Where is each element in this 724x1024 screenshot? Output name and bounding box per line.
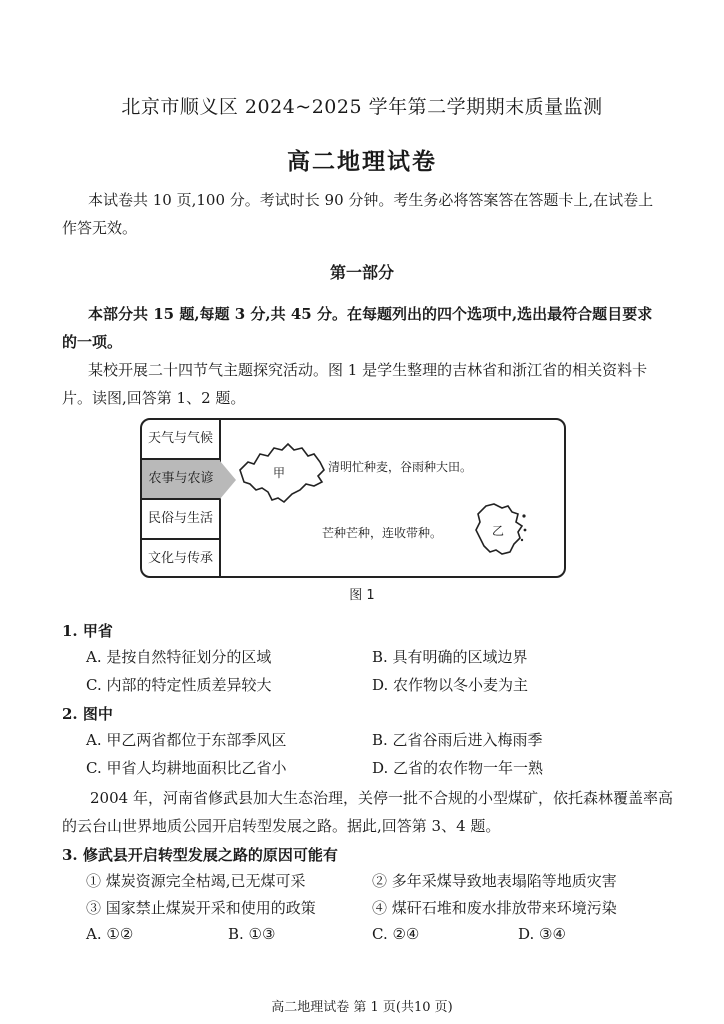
question-2-option-c: C. 甲省人均耕地面积比乙省小 [86, 759, 287, 777]
tab-customs-life: 民俗与生活 [142, 498, 219, 538]
subject-title: 高二地理试卷 [287, 148, 437, 175]
intro-line-2: 作答无效。 [62, 219, 138, 237]
part-one-instruction-2: 的一项。 [62, 333, 123, 351]
figure-1-tab-column [142, 420, 221, 576]
context-1-line-1: 某校开展二十四节气主题探究活动。图 1 是学生整理的吉林省和浙江省的相关资料卡 [88, 361, 648, 379]
proverb-a: 清明忙种麦，谷雨种大田。 [328, 460, 473, 474]
question-1-option-d: D. 农作物以冬小麦为主 [372, 676, 529, 694]
question-3-item-1: ① 煤炭资源完全枯竭,已无煤可采 [86, 872, 306, 890]
question-3-item-2: ② 多年采煤导致地表塌陷等地质灾害 [372, 872, 617, 890]
question-3-option-c: C. ②④ [372, 925, 420, 943]
province-b-label: 乙 [492, 524, 505, 538]
question-2-option-a: A. 甲乙两省都位于东部季风区 [86, 731, 287, 749]
tab-weather-climate: 天气与气候 [147, 431, 213, 446]
tab-culture-heritage: 文化与传承 [142, 538, 219, 578]
figure-1-caption: 图 1 [349, 588, 375, 603]
part-one-title: 第一部分 [329, 263, 394, 282]
context-1-line-2: 片。读图,回答第 1、2 题。 [62, 389, 246, 407]
question-3-option-a: A. ①② [86, 925, 134, 943]
question-3-item-3: ③ 国家禁止煤炭开采和使用的政策 [86, 899, 316, 917]
question-2-stem: 2. 图中 [62, 705, 113, 723]
question-3-item-4: ④ 煤矸石堆和废水排放带来环境污染 [372, 899, 617, 917]
question-3-option-b: B. ①③ [228, 925, 276, 943]
page-footer: 高二地理试卷 第 1 页(共10 页) [271, 1000, 453, 1015]
context-2-line-2: 的云台山世界地质公园开启转型发展之路。据此,回答第 3、4 题。 [62, 817, 501, 835]
exam-title: 北京市顺义区 2024~2025 学年第二学期期末质量监测 [121, 96, 603, 118]
question-1-stem: 1. 甲省 [62, 622, 113, 640]
proverb-b: 芒种芒种，连收带种。 [322, 526, 443, 540]
question-1-option-b: B. 具有明确的区域边界 [372, 648, 528, 666]
context-2-line-1: 2004 年，河南省修武县加大生态治理，关停一批不合规的小型煤矿，依托森林覆盖率高 [90, 789, 673, 807]
province-a-label: 甲 [273, 466, 286, 480]
intro-line-1: 本试卷共 10 页,100 分。考试时长 90 分钟。考生务必将答案答在答题卡上,在试卷上 [88, 191, 654, 209]
question-2-option-d: D. 乙省的农作物一年一熟 [372, 759, 544, 777]
question-1-option-c: C. 内部的特定性质差异较大 [86, 676, 272, 694]
question-3-stem: 3. 修武县开启转型发展之路的原因可能有 [62, 846, 338, 864]
tab-farming-proverbs: 农事与农谚 [142, 458, 220, 498]
question-3-option-d: D. ③④ [518, 925, 566, 943]
question-2-option-b: B. 乙省谷雨后进入梅雨季 [372, 731, 543, 749]
figure-1-card [140, 418, 566, 578]
part-one-instruction-1: 本部分共 15 题,每题 3 分,共 45 分。在每题列出的四个选项中,选出最符合题目要求 [88, 305, 653, 323]
question-1-option-a: A. 是按自然特征划分的区域 [86, 648, 272, 666]
